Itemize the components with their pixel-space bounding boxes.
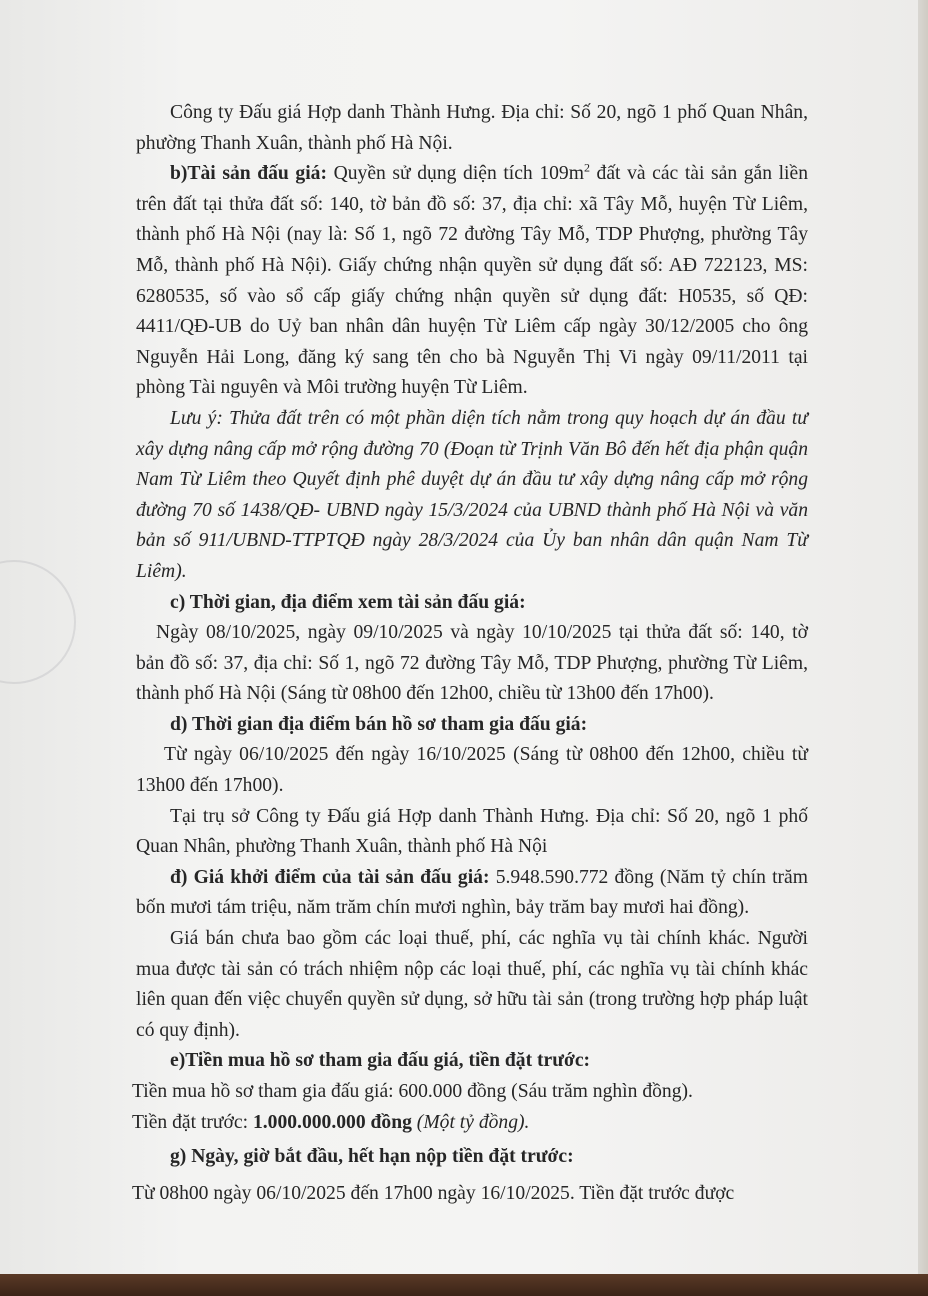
section-dd-text: 5.948.590.772 đồng (Năm tỷ chín trăm bốn mươi tám triệu, năm trăm chín mươi nghìn, bảy trăm bay mươi hai đồng). (136, 866, 808, 919)
section-dd-heading: đ) Giá khởi điểm của tài sản đấu giá: (170, 866, 490, 888)
section-dd-text2: Giá bán chưa bao gồm các loại thuế, phí, các nghĩa vụ tài chính khác. Người mua được tài sản có trách nhiệm nộp các loại thuế, phí, các nghĩa vụ tài chính khác liên quan đến việc chuyển quyền sử dụng, sở hữu tài sản (trong trường hợp pháp luật có quy định). (136, 928, 808, 1041)
deposit-words: (Một tỷ đồng). (411, 1111, 530, 1133)
document-body (132, 98, 808, 1209)
section-d-text1: Từ ngày 06/10/2025 đến ngày 16/10/2025 (Sáng từ 08h00 đến 12h00, chiều từ 13h00 đến 17h00). (136, 744, 808, 797)
section-b-heading: b)Tài sản đấu giá: (170, 163, 327, 185)
note-paragraph: Lưu ý: Thửa đất trên có một phần diện tích nằm trong quy hoạch dự án đầu tư xây dựng nâng cấp mở rộng đường 70 (Đoạn từ Trịnh Văn Bô đến hết địa phận quận Nam Từ Liêm theo Quyết định phê duyệt dự án đầu tư xây dựng nâng cấp mở rộng đường 70 số 1438/QĐ- UBND ngày 15/3/2024 của UBND thành phố Hà Nội và văn bản số 911/UBND-TTPTQĐ ngày 28/3/2024 của Ủy ban nhân dân quận Nam Từ Liêm). (136, 407, 808, 582)
deposit-amount: 1.000.000.000 đồng (252, 1111, 412, 1133)
section-c-text: Ngày 08/10/2025, ngày 09/10/2025 và ngày 10/10/2025 tại thửa đất số: 140, tờ bản đồ số: 37, địa chỉ: Số 1, ngõ 72 đường Tây Mỗ, TDP Phượng, phường Từ Liêm, thành phố Hà Nội (Sáng từ 08h00 đến 12h00, chiều từ 13h00 đến 17h00). (136, 622, 808, 705)
section-d-heading: d) Thời gian địa điểm bán hồ sơ tham gia đấu giá: (170, 713, 588, 735)
section-e-deposit (132, 1108, 808, 1139)
area-superscript: 2 (583, 160, 590, 175)
section-e-text1: Tiền mua hồ sơ tham gia đấu giá: 600.000 đồng (Sáu trăm nghìn đồng). (132, 1081, 693, 1102)
page-edge-shadow (918, 0, 928, 1296)
section-e-heading: e)Tiền mua hồ sơ tham gia đấu giá, tiền đặt trước: (170, 1050, 591, 1072)
section-d-text2: Tại trụ sở Công ty Đấu giá Hợp danh Thành Hưng. Địa chỉ: Số 20, ngõ 1 phố Quan Nhân, phường Thanh Xuân, thành phố Hà Nội (136, 805, 808, 858)
section-dd-paragraph (136, 863, 808, 924)
section-g-heading: g) Ngày, giờ bắt đầu, hết hạn nộp tiền đặt trước: (170, 1146, 574, 1168)
section-c-heading: c) Thời gian, địa điểm xem tài sản đấu giá: (170, 591, 526, 613)
auction-organization-paragraph: Công ty Đấu giá Hợp danh Thành Hưng. Địa chỉ: Số 20, ngõ 1 phố Quan Nhân, phường Thanh Xuân, thành phố Hà Nội. (136, 102, 808, 154)
section-g-text: Từ 08h00 ngày 06/10/2025 đến 17h00 ngày 16/10/2025. Tiền đặt trước được (132, 1182, 735, 1204)
table-surface (0, 1274, 928, 1296)
section-b-text-a: Quyền sử dụng diện tích 109m (326, 163, 584, 185)
deposit-label: Tiền đặt trước: (132, 1111, 253, 1133)
section-b-asset (136, 159, 808, 404)
section-b-text-b: đất và các tài sản gắn liền trên đất tại thửa đất số: 140, tờ bản đồ số: 37, địa chỉ: xã Tây Mỗ, huyện Từ Liêm, thành phố Hà Nội (nay là: Số 1, ngõ 72 đường Tây Mỗ, TDP Phượng, phường Tây Mỗ, thành phố Hà Nội). Giấy chứng nhận quyền sử dụng đất số: AĐ 722123, MS: 6280535, số vào sổ cấp giấy chứng nhận quyền sử dụng đất: H0535, số QĐ: 4411/QĐ-UB do Uỷ ban nhân dân huyện Từ Liêm cấp ngày 30/12/2005 cho ông Nguyễn Hải Long, đăng ký sang tên cho bà Nguyễn Thị Vi ngày 09/11/2011 tại phòng Tài nguyên và Môi trường huyện Từ Liêm. (136, 163, 808, 399)
